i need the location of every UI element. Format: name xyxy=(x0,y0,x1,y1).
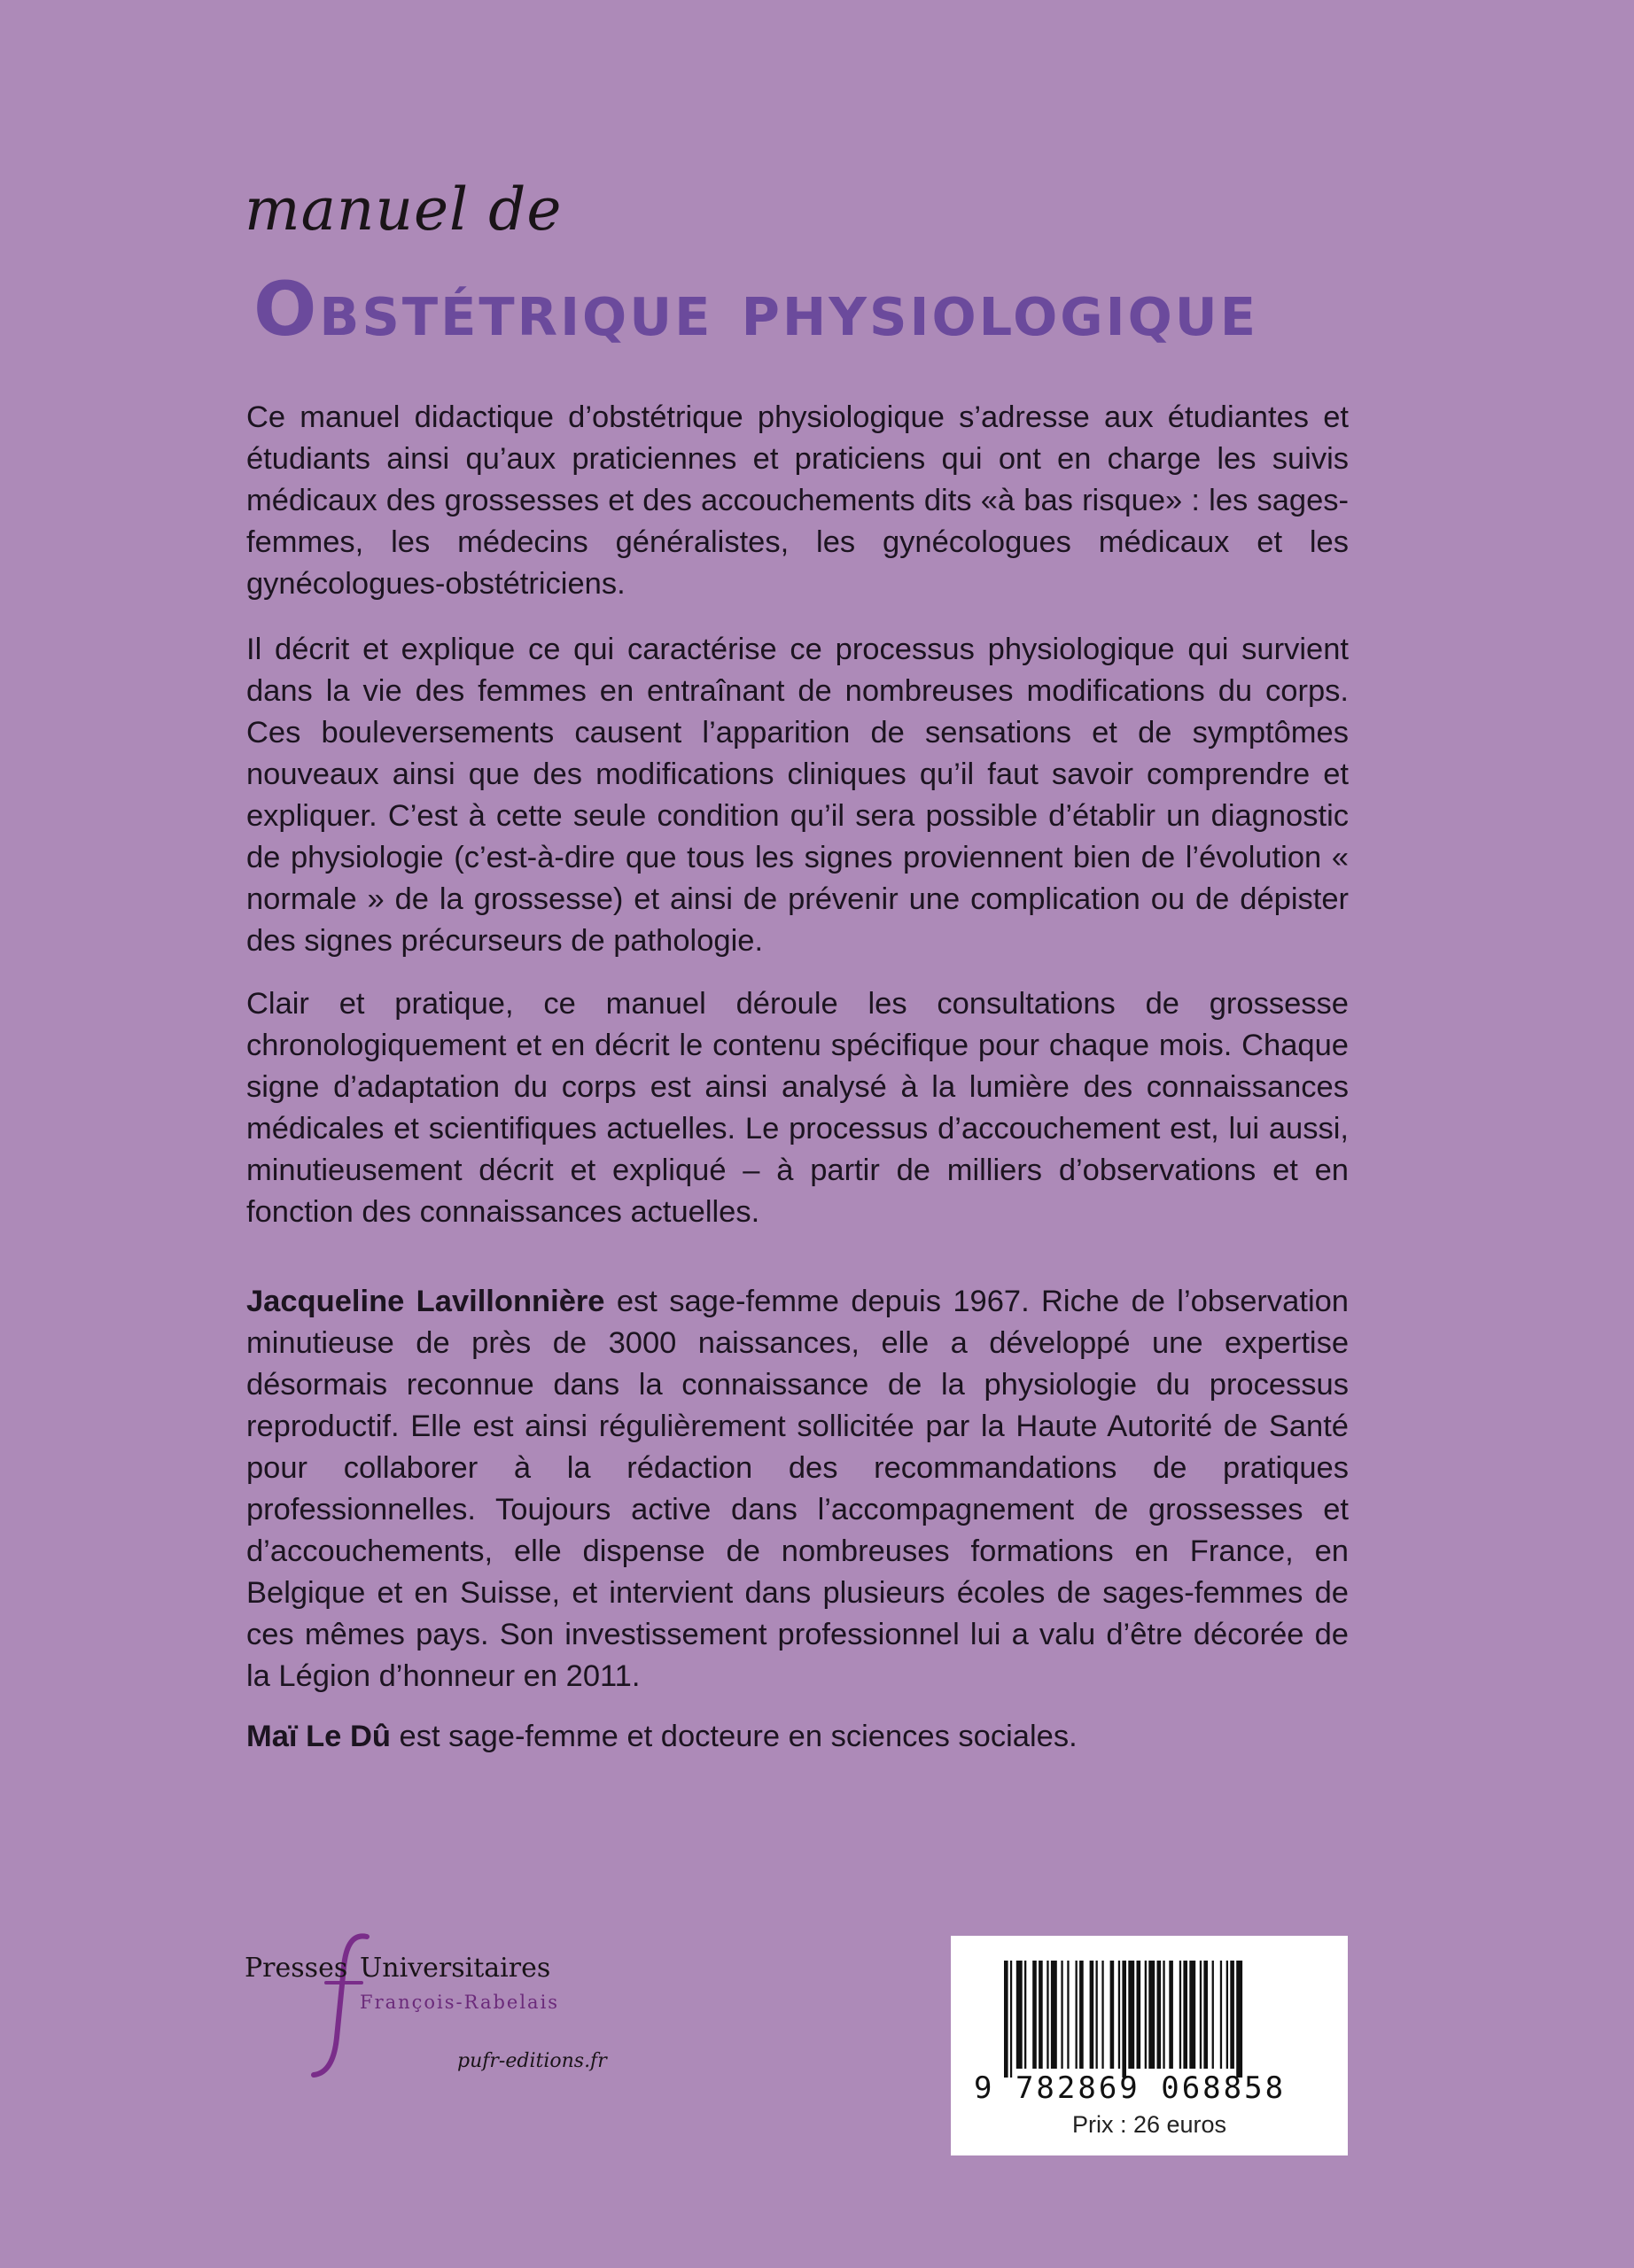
isbn-number: 9 782869 068858 xyxy=(974,2070,1287,2106)
book-title: Obstétrique physiologique xyxy=(253,266,1258,353)
author-name-2: Maï Le Dû xyxy=(246,1720,391,1753)
author-name-1: Jacqueline Lavillonnière xyxy=(246,1285,605,1318)
publisher-url: pufr-editions.fr xyxy=(457,2050,607,2072)
description-paragraph-1: Ce manuel didactique d’obstétrique physiologique s’adresse aux étudiantes et étudiants ainsi qu’aux praticiennes et praticiens qui ont en charge les suivis médicaux des grossesses et des accouchements dits «à bas risque» : les sages-femmes, les médecins généralistes, les gynécologues médicaux et les gynécologues-obstétriciens. xyxy=(246,400,1349,601)
barcode-bars xyxy=(951,1936,1348,2078)
description-paragraph-3: Clair et pratique, ce manuel déroule les consultations de grossesse chronologiquement et en décrit le contenu spécifique pour chaque mois. Chaque signe d’adaptation du corps est ainsi analysé à la lumière des connaissances médicales et scientifiques actuelles. Le processus d’accouchement est, lui aussi, minutieusement décrit et expliqué – à partir de milliers d’observations et en fonction des connaissances actuelles. xyxy=(246,987,1349,1229)
author-bio-1 xyxy=(246,1281,1349,1697)
author-bio-text-1: est sage-femme depuis 1967. Riche de l’observation minutieuse de près de 3000 naissances, elle a développé une expertise désormais reconnue dans la connaissance de la physiologie du processus reproductif. Elle est ainsi régulièrement sollicitée par la Haute Autorité de Santé pour collaborer à la rédaction des recommandations de pratiques professionnelles. Toujours active dans l’accompagnement de grossesses et d’accouchements, elle dispense de nombreuses formations en France, en Belgique et en Suisse, et intervient dans plusieurs écoles de sages-femmes de ces mêmes pays. Son investissement professionnel lui a valu d’être décorée de la Légion d’honneur en 2011. xyxy=(246,1285,1349,1693)
author-bio-2 xyxy=(246,1716,1349,1758)
publisher-word-universitaires: Universitaires xyxy=(360,1953,551,1984)
publisher-word-presses: Presses xyxy=(245,1953,348,1984)
script-title: manuel de xyxy=(245,175,563,244)
price-label: Prix : 26 euros xyxy=(1071,2111,1227,2138)
description-paragraph-2: Il décrit et explique ce qui caractérise ce processus physiologique qui survient dans la vie des femmes en entraînant de nombreuses modifications du corps. Ces bouleversements causent l’apparition de sensations et de symptômes nouveaux ainsi que des modifications cliniques qu’il faut savoir comprendre et expliquer. C’est à cette seule condition qu’il sera possible d’établir un diagnostic de physiologie (c’est-à-dire que tous les signes proviennent bien de l’évolution « normale » de la grossesse) et ainsi de prévenir une complication ou de dépister des signes précurseurs de pathologie. xyxy=(246,633,1349,958)
barcode-panel xyxy=(951,1936,1348,2155)
publisher-logo xyxy=(245,1931,617,2091)
publisher-word-francois-rabelais: François-Rabelais xyxy=(360,1992,560,2013)
author-bio-text-2: est sage-femme et docteure en sciences sociales. xyxy=(390,1720,1078,1753)
